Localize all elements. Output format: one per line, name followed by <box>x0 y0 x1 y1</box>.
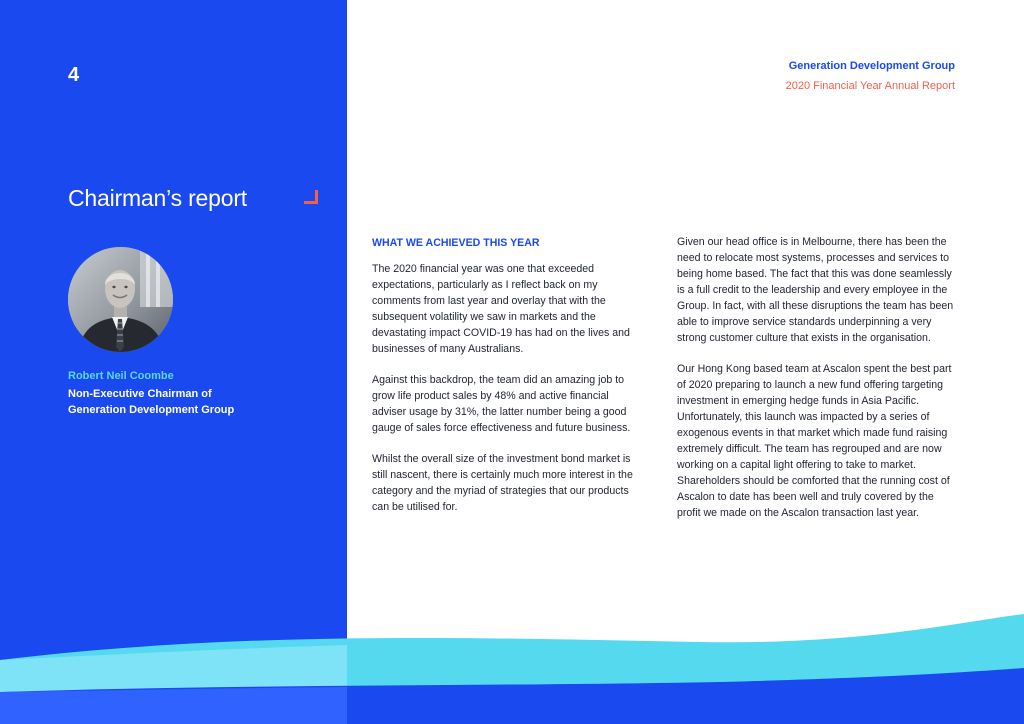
chairman-role <box>68 386 268 418</box>
page-number: 4 <box>68 64 80 86</box>
left-text-column <box>372 235 642 530</box>
paragraph: Against this backdrop, the team did an amazing job to grow life product sales by 48% and active financial adviser usage by 31%, the latter number being a good gauge of sales force effectiveness and future business. <box>372 374 631 434</box>
paragraph: Our Hong Kong based team at Ascalon spent the best part of 2020 preparing to launch a new fund offering targeting investment in emerging hedge funds in Asia Pacific. Unfortunately, this launch was impacted by a series of exogenous events in that market which made fund raising extremely difficult. The team has regrouped and are now working on a capital light offering to take to market. Shareholders should be comforted that the running cost of Ascalon to date has been well and truly covered by the profit we made on the Ascalon transaction last year. <box>677 363 952 519</box>
paragraph: The 2020 financial year was one that exceeded expectations, particularly as I reflect back on my comments from last year and overlay that with the subsequent volatility we saw in markets and the devastating impact COVID-19 has had on the lives and businesses of many Australians. <box>372 263 630 355</box>
paragraph: Whilst the overall size of the investment bond market is still nascent, there is certainly much more interest in the category and the myriad of strategies that our products can be utilised for. <box>372 453 633 513</box>
decorative-waves <box>0 600 1024 724</box>
chairman-portrait <box>68 247 173 352</box>
header-organisation: Generation Development Group <box>788 60 955 72</box>
avatar <box>68 247 173 352</box>
corner-bracket-icon <box>304 190 318 204</box>
role-line-2: Generation Development Group <box>68 404 235 416</box>
role-line-1: Non-Executive Chairman of <box>68 388 212 400</box>
header-report-name: 2020 Financial Year Annual Report <box>785 80 955 92</box>
paragraph: Given our head office is in Melbourne, there has been the need to relocate most systems, processes and services to being home based. The fact that this was done seamlessly is a full credit to the leadership and every employee in the Group. In fact, with all these disruptions the team has been able to improve service standards underpinning a very strong customer culture that exists in the organisation. <box>677 236 954 344</box>
chairman-name: Robert Neil Coombe <box>68 370 174 382</box>
section-heading: WHAT WE ACHIEVED THIS YEAR <box>372 237 540 249</box>
right-text-column <box>677 234 959 536</box>
page-title: Chairman’s report <box>68 185 247 211</box>
